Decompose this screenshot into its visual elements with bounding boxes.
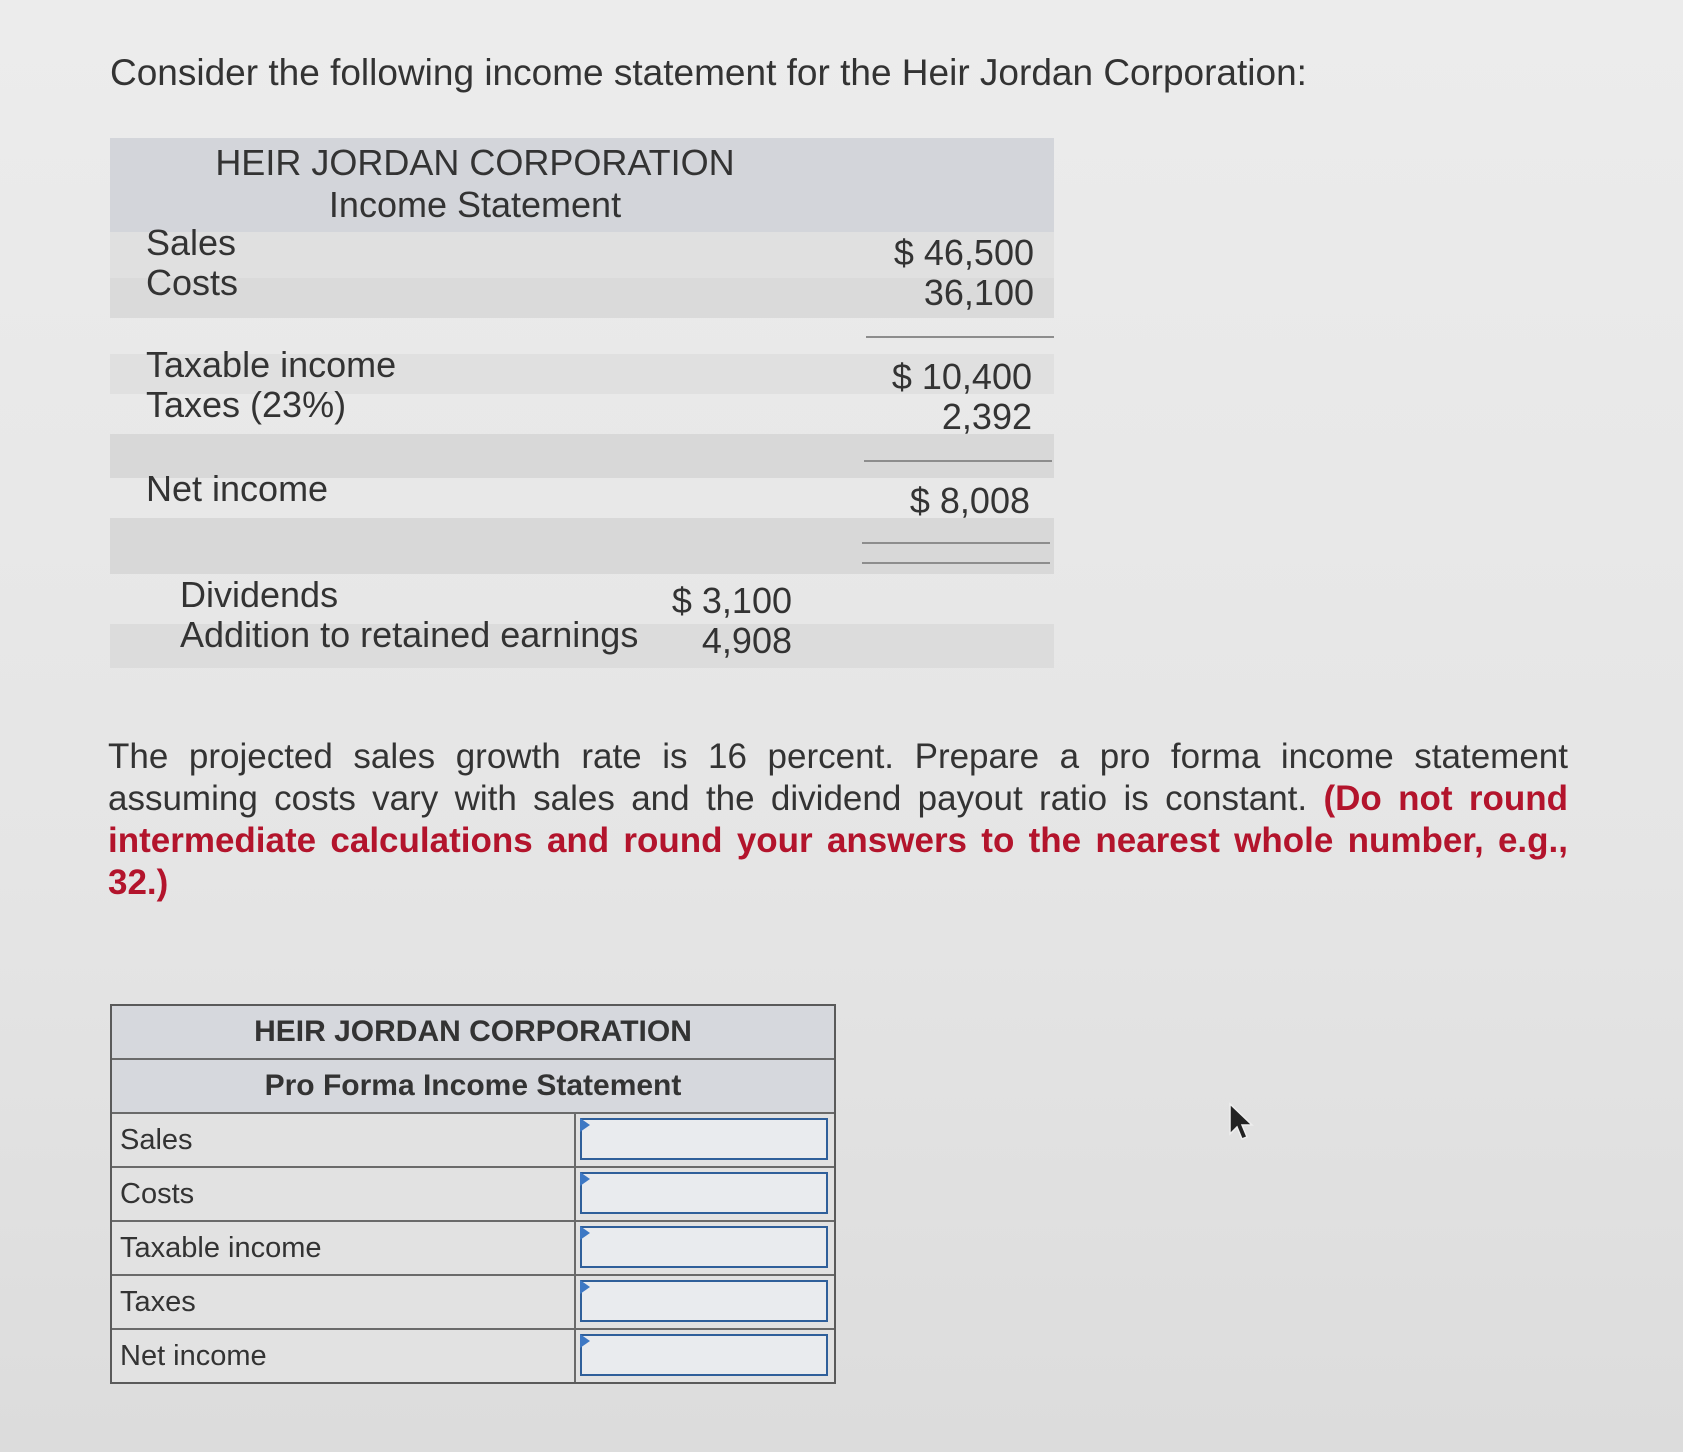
net-income-value: $ 8,008 [909,480,1030,521]
dividends-value: $ 3,100 [671,580,792,621]
pro-forma-title: HEIR JORDAN CORPORATION [112,1006,834,1060]
input-marker-icon [580,1118,590,1132]
pro-forma-row-taxable-income [112,1222,834,1276]
pro-forma-sales-input[interactable] [580,1118,828,1160]
pro-forma-net-income-input[interactable] [580,1334,828,1376]
retained-earnings-label: Addition to retained earnings [180,614,639,655]
pro-forma-cell-costs [574,1168,834,1220]
income-statement-title: HEIR JORDAN CORPORATION [215,142,735,183]
sales-label: Sales [146,222,237,263]
pro-forma-cell-taxes [574,1276,834,1328]
pro-forma-cell-taxable-income [574,1222,834,1274]
subtotal-rule [864,460,1052,462]
taxes-label: Taxes (23%) [146,384,347,425]
pro-forma-cell-sales [574,1114,834,1166]
pro-forma-label-sales: Sales [120,1124,193,1156]
pro-forma-cell-net-income [574,1330,834,1382]
total-rule-bottom [862,562,1050,564]
income-statement [110,138,1054,668]
taxes-value: 2,392 [941,396,1032,437]
pro-forma-row-costs [112,1168,834,1222]
pro-forma-taxes-input[interactable] [580,1280,828,1322]
mouse-pointer-icon [1228,1102,1256,1142]
income-statement-subtitle: Income Statement [328,184,622,225]
pro-forma-taxable-income-input[interactable] [580,1226,828,1268]
input-marker-icon [580,1226,590,1240]
input-marker-icon [580,1172,590,1186]
sales-value: $ 46,500 [893,232,1034,273]
pro-forma-costs-input[interactable] [580,1172,828,1214]
subtotal-rule [866,336,1054,338]
costs-label: Costs [146,262,239,303]
instructions [108,736,1568,904]
retained-earnings-value: 4,908 [701,620,792,661]
band [110,278,1054,318]
total-rule-top [862,542,1050,544]
costs-value: 36,100 [923,272,1034,313]
taxable-income-value: $ 10,400 [891,356,1032,397]
taxable-income-label: Taxable income [146,344,397,385]
input-marker-icon [580,1280,590,1294]
pro-forma-label-costs: Costs [120,1178,195,1210]
instructions-emphasis: (Do not round intermediate calculations and round your answers to the nearest whole number, e.g., 32.) [108,779,1568,902]
pro-forma-row-net-income [112,1330,834,1382]
income-statement-header [110,138,1054,232]
dividends-label: Dividends [180,574,339,615]
pro-forma-table [110,1004,836,1384]
pro-forma-label-net-income: Net income [120,1340,267,1372]
pro-forma-label-taxes: Taxes [120,1286,196,1318]
pro-forma-label-taxable-income: Taxable income [120,1232,322,1264]
pro-forma-subtitle: Pro Forma Income Statement [112,1060,834,1114]
intro-text: Consider the following income statement for the Heir Jordan Corporation: [110,52,1307,93]
band [110,518,1054,574]
net-income-label: Net income [146,468,329,509]
instructions-text: The projected sales growth rate is 16 percent. Prepare a pro forma income statement assuming costs vary with sales and the dividend payout ratio is constant. [108,737,1568,818]
input-marker-icon [580,1334,590,1348]
pro-forma-row-taxes [112,1276,834,1330]
pro-forma-row-sales [112,1114,834,1168]
